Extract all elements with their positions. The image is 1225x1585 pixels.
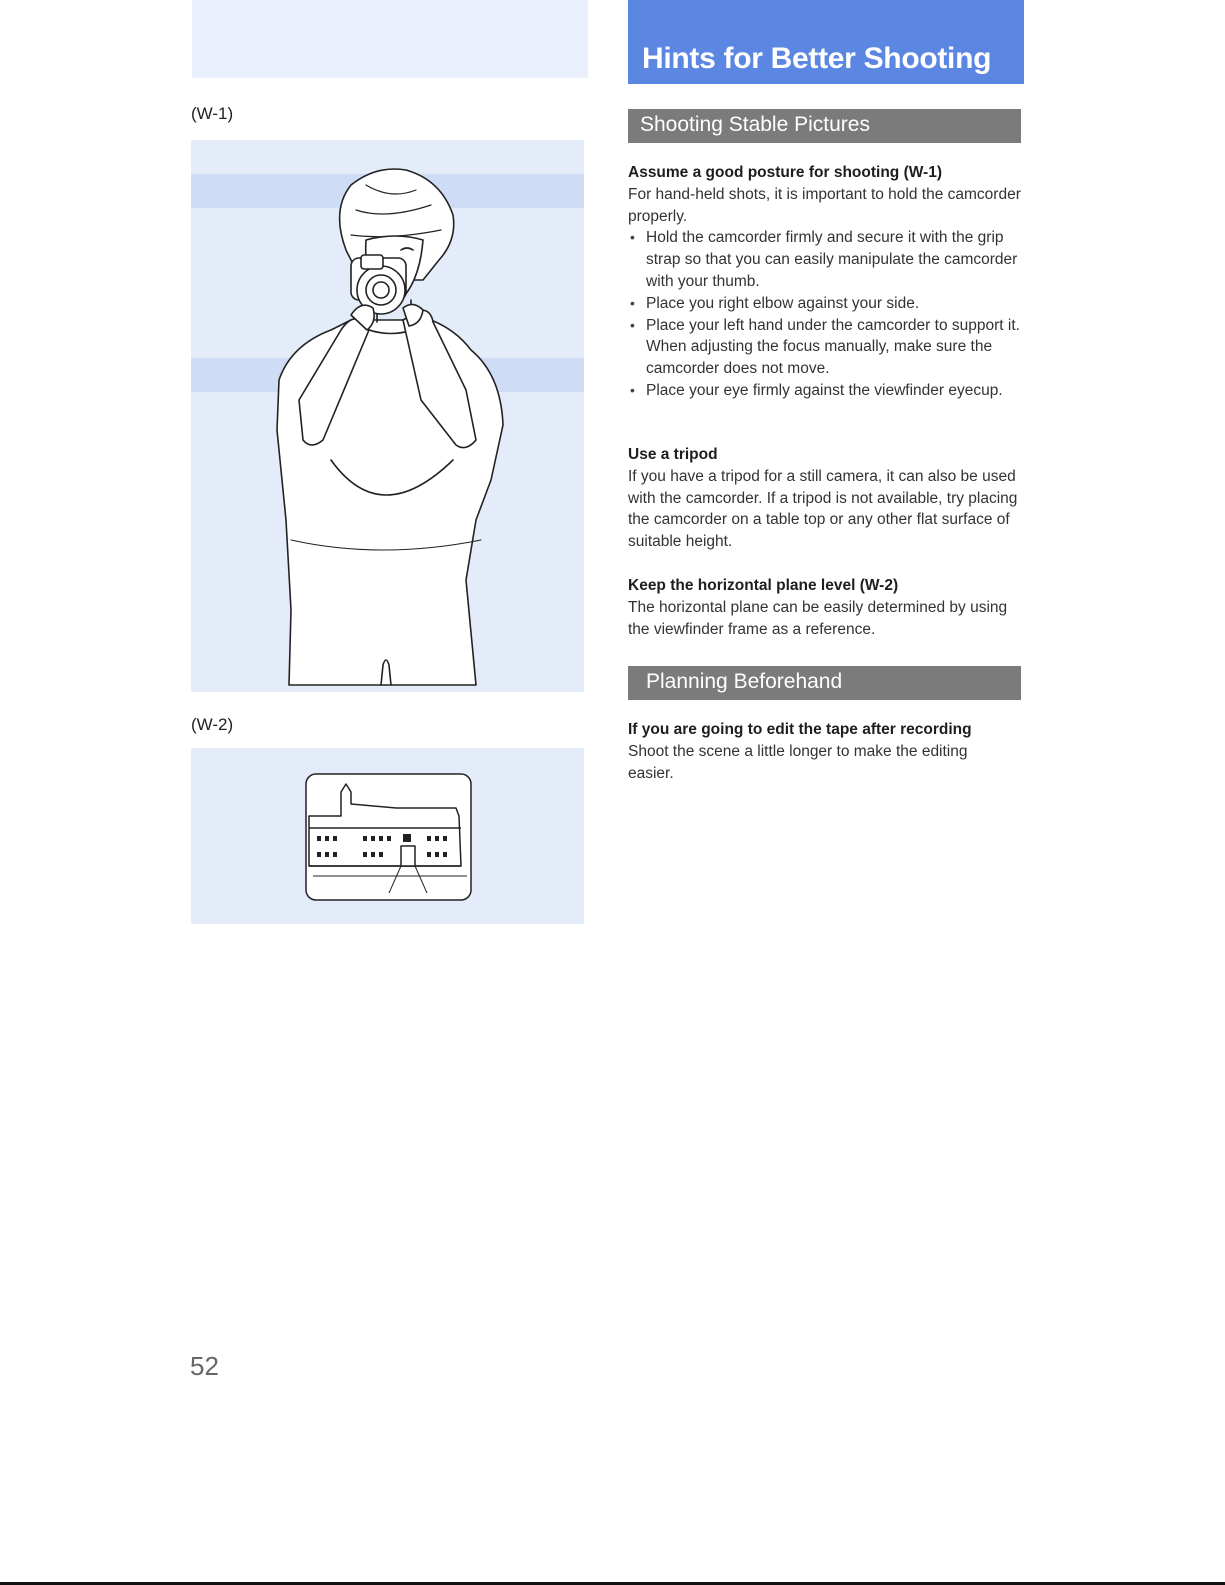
list-item: • Place your left hand under the camcorder to support it. When adjusting the focus manually, make sure the camcorder does not move. xyxy=(628,315,1024,380)
figure-w2-viewfinder xyxy=(191,748,584,924)
section-tripod-content xyxy=(628,444,1024,553)
edit-heading: If you are going to edit the tape after recording xyxy=(628,721,972,738)
list-item: • Hold the camcorder firmly and secure it with the grip strap so that you can easily manipulate the camcorder with your thumb. xyxy=(628,227,1024,292)
edit-text: Shoot the scene a little longer to make the editing easier. xyxy=(628,742,968,782)
list-item: • Place you right elbow against your side. xyxy=(628,293,1024,315)
posture-intro: For hand-held shots, it is important to hold the camcorder properly. xyxy=(628,185,1021,225)
section-horizontal-content xyxy=(628,575,1024,640)
figure-w1-posture xyxy=(191,140,584,692)
tripod-text: If you have a tripod for a still camera, it can also be used with the camcorder. If a tripod is not available, try placing the camcorder on a table top or any other flat surface of suitable height. xyxy=(628,467,1018,551)
section-shooting-stable-content xyxy=(628,162,1024,402)
page-number: 52 xyxy=(190,1351,219,1381)
list-item: • Place your eye firmly against the viewfinder eyecup. xyxy=(628,380,1024,402)
section-planning-content xyxy=(628,719,1008,784)
horizontal-heading: Keep the horizontal plane level (W-2) xyxy=(628,577,899,594)
faded-header-bleed xyxy=(192,0,588,78)
figure-label-w2: (W-2) xyxy=(191,715,234,734)
tripod-heading: Use a tripod xyxy=(628,446,718,463)
figure-label-w1: (W-1) xyxy=(191,104,234,123)
posture-heading: Assume a good posture for shooting (W-1) xyxy=(628,164,942,181)
section-title-shooting-stable: Shooting Stable Pictures xyxy=(628,109,1021,143)
section-title-planning: Planning Beforehand xyxy=(628,666,1021,700)
person-holding-camcorder-illustration xyxy=(191,140,584,692)
viewfinder-building-illustration xyxy=(191,748,584,924)
horizontal-text: The horizontal plane can be easily determined by using the viewfinder frame as a reference. xyxy=(628,598,1008,638)
page-title: Hints for Better Shooting xyxy=(628,0,1024,84)
posture-bullet-list xyxy=(628,227,1024,401)
